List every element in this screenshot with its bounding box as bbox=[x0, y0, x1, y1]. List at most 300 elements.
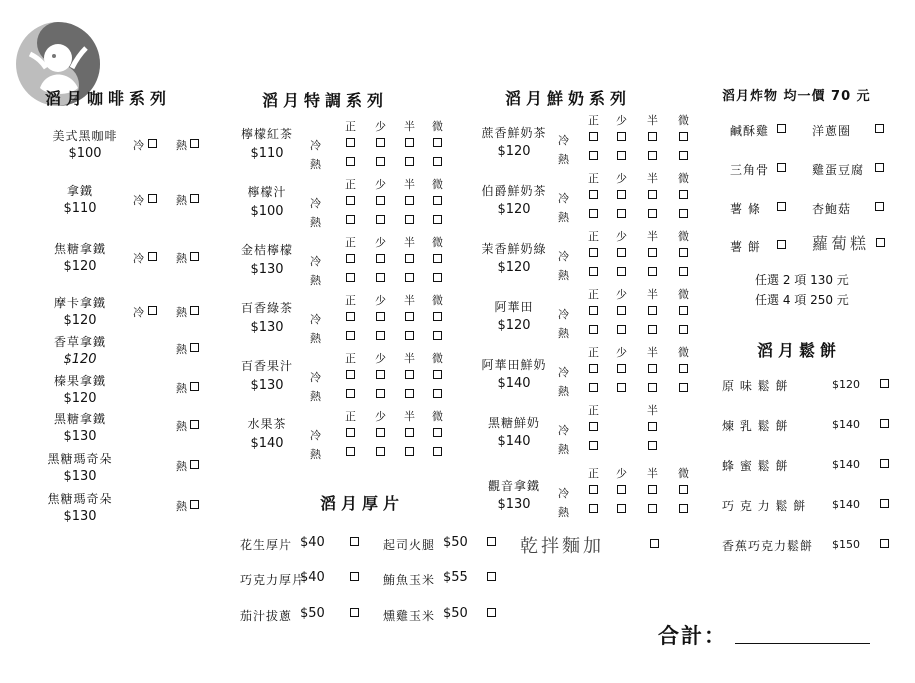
coffee-item-price: $110 bbox=[63, 201, 97, 216]
special-cold-checkbox[interactable] bbox=[346, 196, 355, 205]
milk-sugar-level: 微 bbox=[678, 346, 689, 359]
waffle-title: 滔月鬆餅 bbox=[757, 341, 842, 360]
special-sugar-level: 半 bbox=[404, 410, 415, 423]
milk-sugar-level: 半 bbox=[647, 404, 658, 417]
waffle-item-checkbox[interactable] bbox=[880, 539, 889, 548]
milk-hot-label: 熱 bbox=[558, 211, 569, 224]
fried-item-name: 雞蛋豆腐 bbox=[812, 163, 865, 177]
milk-item-price: $120 bbox=[497, 260, 531, 275]
special-sugar-level: 微 bbox=[432, 410, 443, 423]
waffle-item-checkbox[interactable] bbox=[880, 379, 889, 388]
special-sugar-level: 微 bbox=[432, 236, 443, 249]
coffee-cold-checkbox[interactable] bbox=[148, 306, 157, 315]
coffee-item-name: 美式黑咖啡 bbox=[52, 129, 118, 143]
milk-hot-checkbox[interactable] bbox=[679, 209, 688, 218]
special-cold-checkbox[interactable] bbox=[433, 196, 442, 205]
milk-item-price: $130 bbox=[497, 497, 531, 512]
milk-cold-checkbox[interactable] bbox=[617, 190, 626, 199]
special-hot-label: 熱 bbox=[310, 448, 321, 461]
milk-cold-checkbox[interactable] bbox=[648, 422, 657, 431]
milk-sugar-level: 微 bbox=[678, 114, 689, 127]
milk-hot-checkbox[interactable] bbox=[589, 383, 598, 392]
milk-cold-checkbox[interactable] bbox=[589, 364, 598, 373]
special-sugar-level: 微 bbox=[432, 352, 443, 365]
coffee-item-price: $120 bbox=[63, 259, 97, 274]
toast-title: 滔月厚片 bbox=[320, 494, 405, 513]
coffee-hot-label: 熱 bbox=[176, 139, 187, 152]
special-hot-checkbox[interactable] bbox=[405, 331, 414, 340]
fried-item-checkbox[interactable] bbox=[777, 163, 786, 172]
milk-sugar-level: 正 bbox=[588, 114, 599, 127]
milk-title: 滔月鮮奶系列 bbox=[505, 89, 632, 108]
coffee-cold-checkbox[interactable] bbox=[148, 139, 157, 148]
milk-cold-checkbox[interactable] bbox=[679, 306, 688, 315]
special-sugar-level: 微 bbox=[432, 294, 443, 307]
milk-sugar-level: 半 bbox=[647, 288, 658, 301]
special-sugar-level: 少 bbox=[375, 294, 386, 307]
milk-hot-checkbox[interactable] bbox=[648, 504, 657, 513]
fried-item-checkbox[interactable] bbox=[875, 202, 884, 211]
fried-item-name: 洋蔥圈 bbox=[812, 124, 852, 138]
milk-hot-checkbox[interactable] bbox=[679, 151, 688, 160]
milk-cold-checkbox[interactable] bbox=[589, 422, 598, 431]
coffee-cold-label: 冷 bbox=[133, 306, 144, 319]
special-cold-label: 冷 bbox=[310, 313, 321, 326]
milk-cold-checkbox[interactable] bbox=[679, 190, 688, 199]
milk-cold-checkbox[interactable] bbox=[617, 248, 626, 257]
milk-hot-label: 熱 bbox=[558, 327, 569, 340]
special-hot-checkbox[interactable] bbox=[433, 331, 442, 340]
milk-cold-label: 冷 bbox=[558, 308, 569, 321]
waffle-item-name: 香蕉巧克力鬆餅 bbox=[722, 539, 814, 553]
milk-item-name: 伯爵鮮奶茶 bbox=[481, 184, 547, 198]
special-item-price: $130 bbox=[250, 320, 284, 335]
coffee-item-price: $120 bbox=[63, 391, 97, 406]
milk-cold-checkbox[interactable] bbox=[617, 485, 626, 494]
milk-hot-checkbox[interactable] bbox=[617, 267, 626, 276]
milk-cold-label: 冷 bbox=[558, 250, 569, 263]
milk-cold-checkbox[interactable] bbox=[679, 132, 688, 141]
milk-item-price: $140 bbox=[497, 376, 531, 391]
special-cold-checkbox[interactable] bbox=[376, 254, 385, 263]
milk-item-price: $120 bbox=[497, 202, 531, 217]
toast-handwritten-checkbox[interactable] bbox=[650, 539, 659, 548]
milk-item-price: $120 bbox=[497, 144, 531, 159]
special-hot-checkbox[interactable] bbox=[346, 157, 355, 166]
toast-item-price: $50 bbox=[300, 606, 325, 621]
special-cold-checkbox[interactable] bbox=[405, 370, 414, 379]
toast-item-checkbox[interactable] bbox=[350, 537, 359, 546]
special-hot-label: 熱 bbox=[310, 216, 321, 229]
coffee-item-name: 黑糖瑪奇朵 bbox=[47, 452, 113, 466]
toast-item-price: $50 bbox=[443, 535, 468, 550]
coffee-hot-label: 熱 bbox=[176, 500, 187, 513]
special-cold-checkbox[interactable] bbox=[433, 254, 442, 263]
special-item-name: 金桔檸檬 bbox=[240, 243, 293, 257]
milk-sugar-level: 正 bbox=[588, 467, 599, 480]
coffee-item-name: 焦糖瑪奇朵 bbox=[47, 492, 113, 506]
toast-item-checkbox[interactable] bbox=[487, 572, 496, 581]
milk-sugar-level: 半 bbox=[647, 230, 658, 243]
special-sugar-level: 半 bbox=[404, 294, 415, 307]
special-cold-checkbox[interactable] bbox=[433, 312, 442, 321]
special-item-price: $130 bbox=[250, 378, 284, 393]
special-cold-label: 冷 bbox=[310, 429, 321, 442]
fried-combo-4: 任選 4 項 250 元 bbox=[755, 293, 849, 307]
milk-hot-checkbox[interactable] bbox=[617, 209, 626, 218]
milk-item-name: 觀音拿鐵 bbox=[487, 479, 540, 493]
special-sugar-level: 半 bbox=[404, 120, 415, 133]
coffee-item-price: $120 bbox=[63, 352, 97, 367]
special-hot-checkbox[interactable] bbox=[346, 331, 355, 340]
milk-cold-checkbox[interactable] bbox=[589, 248, 598, 257]
special-cold-checkbox[interactable] bbox=[376, 428, 385, 437]
waffle-item-price: $150 bbox=[832, 538, 860, 551]
milk-hot-checkbox[interactable] bbox=[617, 151, 626, 160]
milk-sugar-level: 半 bbox=[647, 467, 658, 480]
special-cold-checkbox[interactable] bbox=[433, 428, 442, 437]
special-cold-checkbox[interactable] bbox=[346, 428, 355, 437]
milk-cold-checkbox[interactable] bbox=[679, 248, 688, 257]
special-hot-checkbox[interactable] bbox=[405, 157, 414, 166]
special-item-name: 百香果汁 bbox=[240, 359, 293, 373]
coffee-cold-checkbox[interactable] bbox=[148, 252, 157, 261]
milk-hot-checkbox[interactable] bbox=[679, 267, 688, 276]
coffee-cold-label: 冷 bbox=[133, 194, 144, 207]
special-hot-checkbox[interactable] bbox=[376, 447, 385, 456]
special-item-price: $130 bbox=[250, 262, 284, 277]
milk-hot-checkbox[interactable] bbox=[679, 504, 688, 513]
special-cold-label: 冷 bbox=[310, 197, 321, 210]
special-cold-checkbox[interactable] bbox=[405, 138, 414, 147]
milk-cold-checkbox[interactable] bbox=[617, 364, 626, 373]
special-hot-checkbox[interactable] bbox=[376, 215, 385, 224]
toast-item-price: $50 bbox=[443, 606, 468, 621]
special-hot-checkbox[interactable] bbox=[376, 389, 385, 398]
special-sugar-level: 少 bbox=[375, 352, 386, 365]
special-hot-checkbox[interactable] bbox=[405, 447, 414, 456]
special-item-name: 水果茶 bbox=[247, 417, 287, 431]
milk-cold-checkbox[interactable] bbox=[648, 132, 657, 141]
fried-combo-2: 任選 2 項 130 元 bbox=[755, 273, 849, 287]
milk-cold-label: 冷 bbox=[558, 192, 569, 205]
milk-cold-checkbox[interactable] bbox=[617, 306, 626, 315]
milk-hot-checkbox[interactable] bbox=[589, 151, 598, 160]
special-sugar-level: 正 bbox=[345, 352, 356, 365]
coffee-item-price: $100 bbox=[68, 146, 102, 161]
fried-item-name: 三角骨 bbox=[730, 163, 770, 177]
milk-hot-label: 熱 bbox=[558, 443, 569, 456]
milk-item-price: $140 bbox=[497, 434, 531, 449]
milk-sugar-level: 半 bbox=[647, 346, 658, 359]
milk-cold-checkbox[interactable] bbox=[589, 485, 598, 494]
milk-cold-checkbox[interactable] bbox=[679, 364, 688, 373]
waffle-item-price: $140 bbox=[832, 418, 860, 431]
coffee-hot-checkbox[interactable] bbox=[190, 252, 199, 261]
milk-cold-checkbox[interactable] bbox=[589, 132, 598, 141]
toast-item-name: 茄汁拔蔥 bbox=[240, 609, 293, 623]
special-item-price: $100 bbox=[250, 204, 284, 219]
special-sugar-level: 微 bbox=[432, 178, 443, 191]
milk-hot-checkbox[interactable] bbox=[648, 151, 657, 160]
special-cold-checkbox[interactable] bbox=[346, 254, 355, 263]
waffle-item-checkbox[interactable] bbox=[880, 459, 889, 468]
coffee-hot-checkbox[interactable] bbox=[190, 343, 199, 352]
milk-sugar-level: 少 bbox=[616, 114, 627, 127]
coffee-item-price: $130 bbox=[63, 469, 97, 484]
special-sugar-level: 正 bbox=[345, 236, 356, 249]
fried-item-name: 薯 條 bbox=[730, 202, 761, 216]
special-sugar-level: 半 bbox=[404, 236, 415, 249]
special-cold-checkbox[interactable] bbox=[346, 312, 355, 321]
toast-item-name: 起司火腿 bbox=[383, 538, 436, 552]
toast-item-price: $55 bbox=[443, 570, 468, 585]
milk-hot-label: 熱 bbox=[558, 385, 569, 398]
milk-sugar-level: 少 bbox=[616, 467, 627, 480]
milk-sugar-level: 半 bbox=[647, 172, 658, 185]
milk-hot-checkbox[interactable] bbox=[648, 441, 657, 450]
special-hot-checkbox[interactable] bbox=[405, 215, 414, 224]
milk-sugar-level: 少 bbox=[616, 230, 627, 243]
special-sugar-level: 半 bbox=[404, 352, 415, 365]
special-hot-label: 熱 bbox=[310, 274, 321, 287]
special-cold-checkbox[interactable] bbox=[346, 138, 355, 147]
coffee-item-name: 拿鐵 bbox=[66, 184, 93, 198]
special-hot-checkbox[interactable] bbox=[405, 273, 414, 282]
special-sugar-level: 少 bbox=[375, 120, 386, 133]
coffee-item-name: 摩卡拿鐵 bbox=[53, 296, 106, 310]
milk-item-name: 茉香鮮奶綠 bbox=[481, 242, 547, 256]
milk-sugar-level: 少 bbox=[616, 288, 627, 301]
special-hot-checkbox[interactable] bbox=[346, 447, 355, 456]
milk-hot-checkbox[interactable] bbox=[589, 441, 598, 450]
fried-item-name: 鹹酥雞 bbox=[730, 124, 770, 138]
milk-cold-checkbox[interactable] bbox=[648, 364, 657, 373]
special-hot-checkbox[interactable] bbox=[376, 273, 385, 282]
special-hot-label: 熱 bbox=[310, 158, 321, 171]
milk-hot-label: 熱 bbox=[558, 153, 569, 166]
coffee-hot-checkbox[interactable] bbox=[190, 382, 199, 391]
coffee-hot-label: 熱 bbox=[176, 420, 187, 433]
milk-item-name: 蔗香鮮奶茶 bbox=[481, 126, 547, 140]
coffee-cold-label: 冷 bbox=[133, 252, 144, 265]
special-hot-label: 熱 bbox=[310, 332, 321, 345]
special-hot-checkbox[interactable] bbox=[433, 447, 442, 456]
milk-sugar-level: 微 bbox=[678, 467, 689, 480]
milk-hot-checkbox[interactable] bbox=[679, 325, 688, 334]
special-cold-checkbox[interactable] bbox=[405, 254, 414, 263]
special-hot-checkbox[interactable] bbox=[346, 273, 355, 282]
special-item-price: $110 bbox=[250, 146, 284, 161]
special-cold-checkbox[interactable] bbox=[405, 196, 414, 205]
milk-cold-label: 冷 bbox=[558, 424, 569, 437]
milk-cold-label: 冷 bbox=[558, 487, 569, 500]
waffle-item-checkbox[interactable] bbox=[880, 499, 889, 508]
coffee-hot-checkbox[interactable] bbox=[190, 139, 199, 148]
coffee-title: 滔月咖啡系列 bbox=[45, 89, 172, 108]
total-label: 合計： bbox=[658, 624, 727, 648]
fried-item-checkbox[interactable] bbox=[777, 240, 786, 249]
coffee-item-name: 焦糖拿鐵 bbox=[53, 242, 106, 256]
milk-hot-label: 熱 bbox=[558, 269, 569, 282]
coffee-cold-checkbox[interactable] bbox=[148, 194, 157, 203]
milk-sugar-level: 少 bbox=[616, 346, 627, 359]
special-sugar-level: 半 bbox=[404, 178, 415, 191]
coffee-cold-label: 冷 bbox=[133, 139, 144, 152]
toast-item-price: $40 bbox=[300, 535, 325, 550]
special-sugar-level: 少 bbox=[375, 410, 386, 423]
milk-hot-checkbox[interactable] bbox=[617, 325, 626, 334]
special-cold-checkbox[interactable] bbox=[433, 138, 442, 147]
milk-hot-checkbox[interactable] bbox=[648, 383, 657, 392]
special-sugar-level: 正 bbox=[345, 178, 356, 191]
fried-item-checkbox[interactable] bbox=[875, 124, 884, 133]
milk-sugar-level: 正 bbox=[588, 288, 599, 301]
milk-hot-checkbox[interactable] bbox=[648, 325, 657, 334]
waffle-item-price: $140 bbox=[832, 458, 860, 471]
special-hot-checkbox[interactable] bbox=[376, 157, 385, 166]
milk-cold-checkbox[interactable] bbox=[617, 132, 626, 141]
special-cold-label: 冷 bbox=[310, 255, 321, 268]
special-item-price: $140 bbox=[250, 436, 284, 451]
toast-item-checkbox[interactable] bbox=[350, 608, 359, 617]
special-cold-label: 冷 bbox=[310, 371, 321, 384]
waffle-item-name: 原 味 鬆 餅 bbox=[722, 379, 789, 393]
fried-handwritten-checkbox[interactable] bbox=[876, 238, 885, 247]
toast-item-name: 花生厚片 bbox=[240, 538, 293, 552]
toast-item-price: $40 bbox=[300, 570, 325, 585]
toast-item-checkbox[interactable] bbox=[350, 572, 359, 581]
special-cold-label: 冷 bbox=[310, 139, 321, 152]
milk-item-price: $120 bbox=[497, 318, 531, 333]
milk-cold-checkbox[interactable] bbox=[648, 306, 657, 315]
toast-item-checkbox[interactable] bbox=[487, 608, 496, 617]
waffle-item-checkbox[interactable] bbox=[880, 419, 889, 428]
toast-item-name: 鮪魚玉米 bbox=[383, 573, 436, 587]
fried-handwritten-note: 蘿蔔糕 bbox=[812, 234, 870, 253]
milk-cold-checkbox[interactable] bbox=[648, 485, 657, 494]
coffee-hot-checkbox[interactable] bbox=[190, 194, 199, 203]
special-hot-checkbox[interactable] bbox=[433, 215, 442, 224]
coffee-hot-label: 熱 bbox=[176, 382, 187, 395]
milk-cold-checkbox[interactable] bbox=[648, 248, 657, 257]
special-sugar-level: 少 bbox=[375, 236, 386, 249]
special-title: 滔月特調系列 bbox=[262, 91, 389, 110]
special-hot-checkbox[interactable] bbox=[346, 389, 355, 398]
milk-sugar-level: 微 bbox=[678, 230, 689, 243]
milk-hot-checkbox[interactable] bbox=[617, 504, 626, 513]
waffle-item-name: 煉 乳 鬆 餅 bbox=[722, 419, 789, 433]
milk-hot-checkbox[interactable] bbox=[589, 209, 598, 218]
milk-sugar-level: 正 bbox=[588, 172, 599, 185]
special-hot-checkbox[interactable] bbox=[433, 273, 442, 282]
waffle-item-price: $140 bbox=[832, 498, 860, 511]
milk-sugar-level: 微 bbox=[678, 288, 689, 301]
special-cold-checkbox[interactable] bbox=[376, 138, 385, 147]
milk-hot-checkbox[interactable] bbox=[589, 267, 598, 276]
special-cold-checkbox[interactable] bbox=[376, 370, 385, 379]
special-cold-checkbox[interactable] bbox=[405, 428, 414, 437]
special-hot-checkbox[interactable] bbox=[346, 215, 355, 224]
coffee-hot-label: 熱 bbox=[176, 306, 187, 319]
coffee-hot-checkbox[interactable] bbox=[190, 306, 199, 315]
special-sugar-level: 正 bbox=[345, 120, 356, 133]
special-item-name: 檸檬紅茶 bbox=[240, 127, 293, 141]
coffee-hot-label: 熱 bbox=[176, 252, 187, 265]
milk-cold-checkbox[interactable] bbox=[589, 306, 598, 315]
milk-cold-checkbox[interactable] bbox=[589, 190, 598, 199]
coffee-hot-checkbox[interactable] bbox=[190, 420, 199, 429]
milk-hot-checkbox[interactable] bbox=[679, 383, 688, 392]
milk-hot-label: 熱 bbox=[558, 506, 569, 519]
total-input-line[interactable] bbox=[735, 643, 870, 644]
special-hot-checkbox[interactable] bbox=[405, 389, 414, 398]
coffee-hot-label: 熱 bbox=[176, 460, 187, 473]
fried-item-name: 薯 餅 bbox=[730, 240, 761, 254]
fried-item-checkbox[interactable] bbox=[777, 124, 786, 133]
special-cold-checkbox[interactable] bbox=[376, 196, 385, 205]
special-sugar-level: 正 bbox=[345, 294, 356, 307]
coffee-hot-label: 熱 bbox=[176, 194, 187, 207]
special-cold-checkbox[interactable] bbox=[405, 312, 414, 321]
milk-cold-checkbox[interactable] bbox=[679, 485, 688, 494]
milk-sugar-level: 半 bbox=[647, 114, 658, 127]
milk-hot-checkbox[interactable] bbox=[617, 383, 626, 392]
fried-item-checkbox[interactable] bbox=[777, 202, 786, 211]
milk-hot-checkbox[interactable] bbox=[648, 267, 657, 276]
coffee-item-name: 榛果拿鐵 bbox=[53, 374, 106, 388]
milk-cold-label: 冷 bbox=[558, 366, 569, 379]
toast-item-checkbox[interactable] bbox=[487, 537, 496, 546]
milk-hot-checkbox[interactable] bbox=[589, 325, 598, 334]
coffee-item-name: 黑糖拿鐵 bbox=[53, 412, 106, 426]
milk-sugar-level: 微 bbox=[678, 172, 689, 185]
special-cold-checkbox[interactable] bbox=[346, 370, 355, 379]
toast-item-name: 巧克力厚片 bbox=[240, 573, 306, 587]
special-sugar-level: 微 bbox=[432, 120, 443, 133]
milk-sugar-level: 正 bbox=[588, 230, 599, 243]
coffee-item-price: $130 bbox=[63, 429, 97, 444]
special-cold-checkbox[interactable] bbox=[433, 370, 442, 379]
milk-hot-checkbox[interactable] bbox=[648, 209, 657, 218]
coffee-item-price: $120 bbox=[63, 313, 97, 328]
milk-sugar-level: 少 bbox=[616, 172, 627, 185]
fried-item-checkbox[interactable] bbox=[875, 163, 884, 172]
coffee-item-name: 香草拿鐵 bbox=[53, 335, 106, 349]
coffee-hot-checkbox[interactable] bbox=[190, 500, 199, 509]
milk-cold-checkbox[interactable] bbox=[648, 190, 657, 199]
coffee-hot-checkbox[interactable] bbox=[190, 460, 199, 469]
coffee-hot-label: 熱 bbox=[176, 343, 187, 356]
waffle-item-name: 巧 克 力 鬆 餅 bbox=[722, 499, 807, 513]
special-item-name: 百香綠茶 bbox=[240, 301, 293, 315]
fried-item-name: 杏鮑菇 bbox=[812, 202, 852, 216]
milk-cold-label: 冷 bbox=[558, 134, 569, 147]
waffle-item-price: $120 bbox=[832, 378, 860, 391]
special-item-name: 檸檬汁 bbox=[247, 185, 287, 199]
special-hot-checkbox[interactable] bbox=[376, 331, 385, 340]
milk-item-name: 黑糖鮮奶 bbox=[487, 416, 540, 430]
special-hot-checkbox[interactable] bbox=[433, 157, 442, 166]
waffle-item-name: 蜂 蜜 鬆 餅 bbox=[722, 459, 789, 473]
milk-item-name: 阿華田 bbox=[494, 300, 534, 314]
special-sugar-level: 正 bbox=[345, 410, 356, 423]
toast-item-name: 燻雞玉米 bbox=[383, 609, 436, 623]
milk-hot-checkbox[interactable] bbox=[589, 504, 598, 513]
special-hot-checkbox[interactable] bbox=[433, 389, 442, 398]
special-cold-checkbox[interactable] bbox=[376, 312, 385, 321]
toast-handwritten-note: 乾拌麵加 bbox=[520, 536, 604, 557]
